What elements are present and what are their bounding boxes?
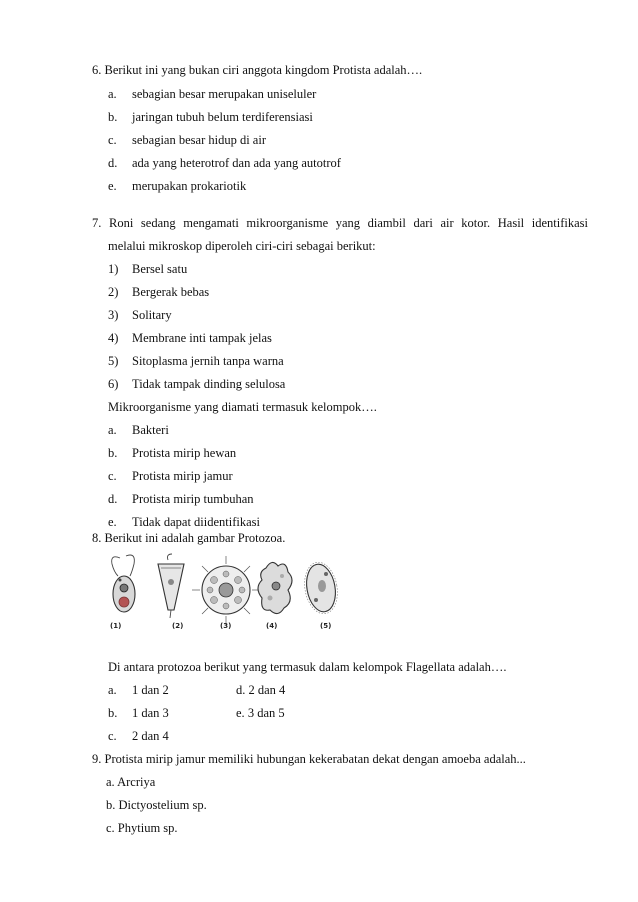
q7-option-c: c. Protista mirip jamur — [108, 469, 233, 483]
q8-option-c: c. 2 dan 4 — [108, 729, 169, 743]
q9-option-c: c. Phytium sp. — [106, 821, 178, 835]
q7-trait-1: 1) Bersel satu — [108, 262, 188, 276]
protozoa-figure — [106, 550, 346, 630]
q9-stem: 9. Protista mirip jamur memiliki hubungan kekerabatan dekat dengan amoeba adalah... — [92, 752, 526, 766]
protozoa-1-illustration — [112, 555, 135, 612]
q7-stem-line1: 7. Roni sedang mengamati mikroorganisme yang diambil dari air kotor. Hasil identifikasi — [92, 216, 588, 230]
q9-option-b: b. Dictyostelium sp. — [106, 798, 207, 812]
q8-option-a: a. 1 dan 2 — [108, 683, 169, 697]
q7-option-a: a. Bakteri — [108, 423, 169, 437]
protozoa-2-illustration — [158, 554, 184, 618]
figure-caption-4: (4) — [266, 622, 278, 630]
q8-option-d: d. 2 dan 4 — [236, 683, 286, 697]
q7-option-b: b. Protista mirip hewan — [108, 446, 237, 460]
figure-caption-2: (2) — [172, 622, 184, 630]
q8-question: Di antara protozoa berikut yang termasuk dalam kelompok Flagellata adalah…. — [108, 660, 507, 674]
protozoa-3-illustration — [192, 556, 260, 624]
q6-option-c: c. sebagian besar hidup di air — [108, 133, 266, 147]
q8-stem: 8. Berikut ini adalah gambar Protozoa. — [92, 531, 286, 545]
protozoa-4-illustration — [258, 562, 292, 613]
q8-option-e: e. 3 dan 5 — [236, 706, 285, 720]
figure-caption-1: (1) — [110, 622, 122, 630]
q7-trait-3: 3) Solitary — [108, 308, 172, 322]
q7-question: Mikroorganisme yang diamati termasuk kelompok…. — [108, 400, 377, 414]
protozoa-5-illustration — [301, 560, 342, 617]
q7-trait-4: 4) Membrane inti tampak jelas — [108, 331, 272, 345]
figure-caption-5: (5) — [320, 622, 332, 630]
q6-stem: 6. Berikut ini yang bukan ciri anggota kingdom Protista adalah…. — [92, 63, 423, 77]
q7-option-d: d. Protista mirip tumbuhan — [108, 492, 254, 506]
figure-caption-3: (3) — [220, 622, 232, 630]
q6-option-d: d. ada yang heterotrof dan ada yang autotrof — [108, 156, 341, 170]
q7-stem-line2: melalui mikroskop diperoleh ciri-ciri sebagai berikut: — [108, 239, 376, 253]
q6-option-b: b. jaringan tubuh belum terdiferensiasi — [108, 110, 313, 124]
q6-option-e: e. merupakan prokariotik — [108, 179, 247, 193]
q7-trait-6: 6) Tidak tampak dinding selulosa — [108, 377, 286, 391]
q6-option-a: a. sebagian besar merupakan uniseluler — [108, 87, 317, 101]
q7-trait-2: 2) Bergerak bebas — [108, 285, 210, 299]
q9-option-a: a. Arcriya — [106, 775, 156, 789]
q7-option-e: e. Tidak dapat diidentifikasi — [108, 515, 260, 529]
q8-option-b: b. 1 dan 3 — [108, 706, 169, 720]
q7-trait-5: 5) Sitoplasma jernih tanpa warna — [108, 354, 284, 368]
